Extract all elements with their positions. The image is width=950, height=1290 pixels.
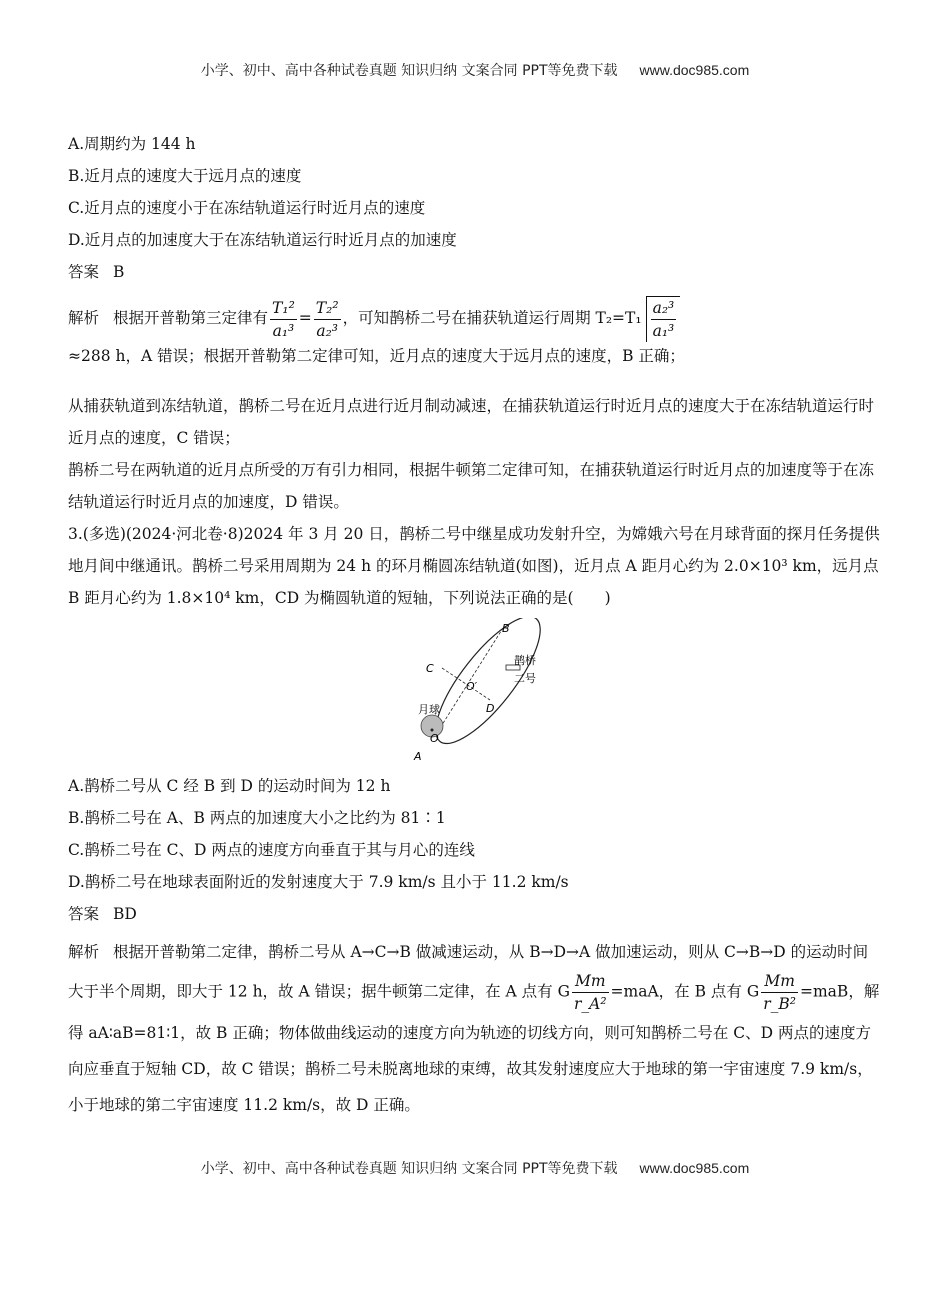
fraction-t2-a2: $\frac{\text{T₂²}}{\text{a₂³}}$ [315, 298, 339, 340]
sqrt-expression: $\frac{\text{a₂³}}{\text{a₁³}}$ [646, 296, 681, 342]
page-header [0, 60, 950, 80]
q2-option-b: B.近月点的速度大于远月点的速度 [68, 167, 302, 185]
fraction-mm-rb: $\frac{Mm}{\text{r\_B²}}$ [763, 972, 796, 1013]
q2-answer [68, 262, 888, 282]
analysis-text: 根据开普勒第三定律有 [113, 309, 269, 327]
q2-analysis-line1: 解析 根据开普勒第三定律有 $\frac{\text{T₁²}}{\text{a₁³}}$ = $\frac{\text{T₂²}}{\text{a₂³}}$ ，可知鹊桥二号在捕获轨道运行周期 T₂=T₁ $\frac{\text{a₂³}}{\text{a₁³}}$ [68, 296, 888, 342]
label-d: D [486, 702, 495, 715]
page-footer [0, 1158, 950, 1178]
q3-option-b: B.鹊桥二号在 A、B 两点的加速度大小之比约为 81∶1 [68, 809, 446, 827]
q2-option-d: D.近月点的加速度大于在冻结轨道运行时近月点的加速度 [68, 231, 457, 249]
label-a: A [414, 750, 422, 763]
q3-stem: 3.(多选)(2024·河北卷·8)2024 年 3 月 20 日，鹊桥二号中继星成功发射升空，为嫦娥六号在月球背面的探月任务提供地月间中继通讯。鹊桥二号采用周期为 24 h 的环月椭圆冻结轨道(如图)，近月点 A 距月心约为 2.0×10³ km，远月点 B 距月心约为 1.8×10⁴ km，CD 为椭圆轨道的短轴，下列说法正确的是( ) [68, 525, 880, 607]
fraction-t1-a1: $\frac{\text{T₁²}}{\text{a₁³}}$ [272, 298, 295, 340]
analysis-text: =maA，在 B 点有 G [610, 982, 760, 1001]
q3-option-c: C.鹊桥二号在 C、D 两点的速度方向垂直于其与月心的连线 [68, 841, 475, 859]
orbit-ellipse [419, 618, 556, 757]
q3-analysis [68, 934, 883, 1123]
q3-option-d: D.鹊桥二号在地球表面附近的发射速度大于 7.9 km/s 且小于 11.2 km/s [68, 873, 569, 891]
label-moon: 月球 [418, 703, 440, 716]
q2-option-c: C.近月点的速度小于在冻结轨道运行时近月点的速度 [68, 199, 426, 217]
answer-label: 答案 [68, 263, 100, 281]
answer-value: B [113, 263, 125, 281]
header-site[interactable]: www.doc985.com [639, 62, 750, 78]
q2-option-a: A.周期约为 144 h [68, 135, 196, 153]
answer-label: 答案 [68, 905, 100, 923]
label-c: C [426, 662, 434, 675]
orbit-diagram [410, 618, 560, 768]
label-o-prime: O′ [466, 680, 478, 693]
footer-site[interactable]: www.doc985.com [639, 1160, 750, 1176]
q3-option-a: A.鹊桥二号从 C 经 B 到 D 的运动时间为 12 h [68, 777, 391, 795]
q2-analysis-line2: ≈288 h，A 错误；根据开普勒第二定律可知，近月点的速度大于远月点的速度，B 正确； [68, 347, 685, 365]
q2-analysis-c: 从捕获轨道到冻结轨道，鹊桥二号在近月点进行近月制动减速，在捕获轨道运行时近月点的速度大于在冻结轨道运行时近月点的速度，C 错误； [68, 397, 875, 447]
q3-answer [68, 904, 888, 924]
analysis-label: 解析 [68, 943, 100, 961]
label-satellite-1: 鹊桥 [514, 654, 536, 667]
fraction-mm-ra: $\frac{Mm}{\text{r\_A²}}$ [573, 972, 607, 1013]
label-b: B [502, 622, 510, 635]
answer-value: BD [113, 905, 137, 923]
analysis-text: =maB，解得 aA∶aB=81∶1，故 B 正确；物体做曲线运动的速度方向为轨迹的切线方向，则可知鹊桥二号在 C、D 两点的速度方向应垂直于短轴 CD，故 C 错误；鹊桥二号未脱离地球的束缚，故其发射速度应大于地球的第一宇宙速度 7.9 km/s，小于地球的第二宇宙速度 11.2 km/s，故 D 正确。 [68, 982, 880, 1114]
label-o: O [430, 732, 439, 745]
q2-analysis-d: 鹊桥二号在两轨道的近月点所受的万有引力相同，根据牛顿第二定律可知，在捕获轨道运行时近月点的加速度等于在冻结轨道运行时近月点的加速度，D 错误。 [68, 461, 875, 511]
header-text: 小学、初中、高中各种试卷真题 知识归纳 文案合同 PPT等免费下载 [200, 63, 618, 79]
label-satellite-2: 二号 [514, 672, 536, 685]
footer-text: 小学、初中、高中各种试卷真题 知识归纳 文案合同 PPT等免费下载 [200, 1161, 618, 1177]
analysis-label: 解析 [68, 309, 100, 327]
analysis-text: ，可知鹊桥二号在捕获轨道运行周期 T₂=T₁ [342, 309, 642, 327]
analysis-text: 根据开普勒第二定律，鹊桥二号从 A→C→B 做减速运动，从 B→D→A 做加速运动，则从 C→B→D 的运动时间大于半个周期，即大于 12 h，故 A 错误；据牛顿第二定律，在 A 点有 G [68, 943, 869, 1001]
